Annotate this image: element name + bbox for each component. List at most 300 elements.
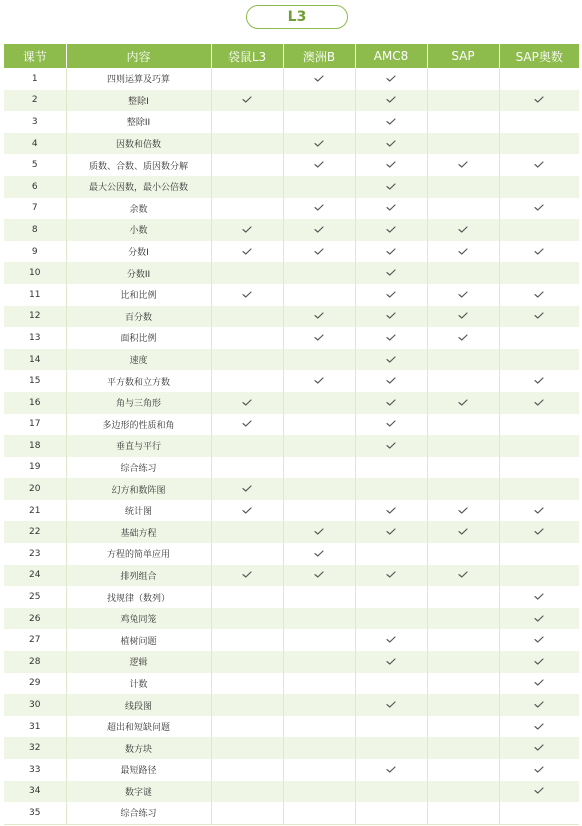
cell-amc8 bbox=[355, 802, 427, 824]
lesson-topic: 幻方和数阵图 bbox=[66, 478, 211, 500]
cell-kangaroo-l3 bbox=[211, 521, 283, 543]
cell-kangaroo-l3 bbox=[211, 414, 283, 436]
header-content: 内容 bbox=[66, 44, 211, 68]
cell-australia-b bbox=[283, 111, 355, 133]
table-row bbox=[4, 759, 579, 781]
lesson-number: 6 bbox=[4, 176, 66, 198]
cell-kangaroo-l3 bbox=[211, 737, 283, 759]
checkmark-icon bbox=[242, 96, 252, 103]
lesson-number: 26 bbox=[4, 608, 66, 630]
table-row bbox=[4, 241, 579, 263]
cell-sap bbox=[427, 111, 499, 133]
cell-australia-b bbox=[283, 608, 355, 630]
checkmark-icon bbox=[534, 161, 544, 168]
cell-sap bbox=[427, 219, 499, 241]
table-row bbox=[4, 737, 579, 759]
lesson-number: 31 bbox=[4, 716, 66, 738]
lesson-number: 17 bbox=[4, 414, 66, 436]
lesson-number: 28 bbox=[4, 651, 66, 673]
checkmark-icon bbox=[386, 528, 396, 535]
cell-sap bbox=[427, 781, 499, 803]
checkmark-icon bbox=[314, 377, 324, 384]
lesson-number: 25 bbox=[4, 586, 66, 608]
cell-australia-b bbox=[283, 521, 355, 543]
cell-sap bbox=[427, 435, 499, 457]
cell-kangaroo-l3 bbox=[211, 629, 283, 651]
cell-amc8 bbox=[355, 176, 427, 198]
checkmark-icon bbox=[534, 377, 544, 384]
checkmark-icon bbox=[534, 723, 544, 730]
cell-sap-olympiad bbox=[499, 133, 579, 155]
table-row bbox=[4, 478, 579, 500]
cell-amc8 bbox=[355, 608, 427, 630]
cell-amc8 bbox=[355, 759, 427, 781]
table-row bbox=[4, 716, 579, 738]
cell-kangaroo-l3 bbox=[211, 500, 283, 522]
lesson-topic: 速度 bbox=[66, 349, 211, 371]
cell-amc8 bbox=[355, 68, 427, 90]
lesson-topic: 整除II bbox=[66, 111, 211, 133]
cell-amc8 bbox=[355, 737, 427, 759]
cell-kangaroo-l3 bbox=[211, 543, 283, 565]
lesson-topic: 质数、合数、质因数分解 bbox=[66, 154, 211, 176]
cell-sap-olympiad bbox=[499, 586, 579, 608]
cell-kangaroo-l3 bbox=[211, 154, 283, 176]
lesson-number: 1 bbox=[4, 68, 66, 90]
cell-sap-olympiad bbox=[499, 219, 579, 241]
checkmark-icon bbox=[386, 269, 396, 276]
checkmark-icon bbox=[458, 399, 468, 406]
lesson-number: 4 bbox=[4, 133, 66, 155]
checkmark-icon bbox=[386, 96, 396, 103]
checkmark-icon bbox=[534, 658, 544, 665]
cell-amc8 bbox=[355, 435, 427, 457]
cell-sap-olympiad bbox=[499, 543, 579, 565]
table-row bbox=[4, 414, 579, 436]
cell-australia-b bbox=[283, 457, 355, 479]
cell-sap-olympiad bbox=[499, 802, 579, 824]
table-row bbox=[4, 392, 579, 414]
cell-sap-olympiad bbox=[499, 565, 579, 587]
table-row bbox=[4, 608, 579, 630]
cell-kangaroo-l3 bbox=[211, 586, 283, 608]
cell-kangaroo-l3 bbox=[211, 392, 283, 414]
table-row bbox=[4, 370, 579, 392]
checkmark-icon bbox=[242, 571, 252, 578]
cell-kangaroo-l3 bbox=[211, 241, 283, 263]
cell-sap bbox=[427, 68, 499, 90]
lesson-number: 2 bbox=[4, 90, 66, 112]
cell-sap bbox=[427, 370, 499, 392]
lesson-topic: 综合练习 bbox=[66, 457, 211, 479]
cell-australia-b bbox=[283, 802, 355, 824]
table-row bbox=[4, 111, 579, 133]
lesson-topic: 整除I bbox=[66, 90, 211, 112]
table-row bbox=[4, 521, 579, 543]
cell-amc8 bbox=[355, 543, 427, 565]
header-sap-olympiad: SAP奥数 bbox=[499, 44, 579, 68]
cell-sap bbox=[427, 802, 499, 824]
header-kangaroo-l3: 袋鼠L3 bbox=[211, 44, 283, 68]
checkmark-icon bbox=[458, 528, 468, 535]
table-body bbox=[4, 68, 579, 824]
cell-sap bbox=[427, 198, 499, 220]
cell-amc8 bbox=[355, 154, 427, 176]
checkmark-icon bbox=[386, 75, 396, 82]
cell-amc8 bbox=[355, 327, 427, 349]
lesson-number: 23 bbox=[4, 543, 66, 565]
table-row bbox=[4, 68, 579, 90]
cell-sap-olympiad bbox=[499, 392, 579, 414]
checkmark-icon bbox=[386, 420, 396, 427]
cell-kangaroo-l3 bbox=[211, 327, 283, 349]
cell-sap bbox=[427, 284, 499, 306]
cell-sap-olympiad bbox=[499, 759, 579, 781]
cell-sap bbox=[427, 241, 499, 263]
cell-sap-olympiad bbox=[499, 111, 579, 133]
checkmark-icon bbox=[242, 485, 252, 492]
lesson-topic: 找规律（数列） bbox=[66, 586, 211, 608]
lesson-topic: 最大公因数，最小公倍数 bbox=[66, 176, 211, 198]
lesson-topic: 余数 bbox=[66, 198, 211, 220]
checkmark-icon bbox=[386, 571, 396, 578]
checkmark-icon bbox=[386, 118, 396, 125]
checkmark-icon bbox=[314, 248, 324, 255]
cell-amc8 bbox=[355, 219, 427, 241]
cell-australia-b bbox=[283, 68, 355, 90]
checkmark-icon bbox=[242, 399, 252, 406]
table-row bbox=[4, 435, 579, 457]
cell-kangaroo-l3 bbox=[211, 370, 283, 392]
course-table bbox=[4, 44, 579, 825]
checkmark-icon bbox=[534, 787, 544, 794]
cell-sap-olympiad bbox=[499, 154, 579, 176]
cell-kangaroo-l3 bbox=[211, 68, 283, 90]
lesson-number: 21 bbox=[4, 500, 66, 522]
lesson-topic: 比和比例 bbox=[66, 284, 211, 306]
checkmark-icon bbox=[534, 766, 544, 773]
cell-sap bbox=[427, 586, 499, 608]
lesson-topic: 数方块 bbox=[66, 737, 211, 759]
lesson-topic: 计数 bbox=[66, 673, 211, 695]
checkmark-icon bbox=[458, 226, 468, 233]
cell-sap bbox=[427, 457, 499, 479]
cell-australia-b bbox=[283, 262, 355, 284]
checkmark-icon bbox=[458, 161, 468, 168]
lesson-number: 11 bbox=[4, 284, 66, 306]
lesson-number: 24 bbox=[4, 565, 66, 587]
cell-australia-b bbox=[283, 694, 355, 716]
lesson-topic: 植树问题 bbox=[66, 629, 211, 651]
cell-amc8 bbox=[355, 133, 427, 155]
table-row bbox=[4, 694, 579, 716]
lesson-number: 19 bbox=[4, 457, 66, 479]
checkmark-icon bbox=[458, 291, 468, 298]
checkmark-icon bbox=[458, 571, 468, 578]
table-row bbox=[4, 629, 579, 651]
cell-australia-b bbox=[283, 176, 355, 198]
checkmark-icon bbox=[386, 312, 396, 319]
cell-kangaroo-l3 bbox=[211, 176, 283, 198]
cell-kangaroo-l3 bbox=[211, 608, 283, 630]
header-sap: SAP bbox=[427, 44, 499, 68]
checkmark-icon bbox=[242, 248, 252, 255]
cell-kangaroo-l3 bbox=[211, 457, 283, 479]
checkmark-icon bbox=[314, 312, 324, 319]
cell-amc8 bbox=[355, 262, 427, 284]
checkmark-icon bbox=[458, 248, 468, 255]
lesson-number: 3 bbox=[4, 111, 66, 133]
cell-amc8 bbox=[355, 478, 427, 500]
cell-sap bbox=[427, 716, 499, 738]
cell-sap-olympiad bbox=[499, 306, 579, 328]
lesson-number: 20 bbox=[4, 478, 66, 500]
table-row bbox=[4, 327, 579, 349]
cell-sap bbox=[427, 133, 499, 155]
checkmark-icon bbox=[534, 248, 544, 255]
cell-australia-b bbox=[283, 673, 355, 695]
cell-sap-olympiad bbox=[499, 90, 579, 112]
checkmark-icon bbox=[386, 377, 396, 384]
checkmark-icon bbox=[534, 96, 544, 103]
cell-kangaroo-l3 bbox=[211, 306, 283, 328]
lesson-topic: 四则运算及巧算 bbox=[66, 68, 211, 90]
cell-sap-olympiad bbox=[499, 327, 579, 349]
cell-sap-olympiad bbox=[499, 68, 579, 90]
cell-australia-b bbox=[283, 759, 355, 781]
checkmark-icon bbox=[386, 658, 396, 665]
checkmark-icon bbox=[386, 766, 396, 773]
lesson-topic: 逻辑 bbox=[66, 651, 211, 673]
table-row bbox=[4, 673, 579, 695]
lesson-topic: 基础方程 bbox=[66, 521, 211, 543]
checkmark-icon bbox=[534, 615, 544, 622]
cell-amc8 bbox=[355, 629, 427, 651]
cell-australia-b bbox=[283, 306, 355, 328]
lesson-number: 10 bbox=[4, 262, 66, 284]
checkmark-icon bbox=[314, 571, 324, 578]
lesson-number: 13 bbox=[4, 327, 66, 349]
cell-sap-olympiad bbox=[499, 262, 579, 284]
checkmark-icon bbox=[534, 744, 544, 751]
lesson-number: 34 bbox=[4, 781, 66, 803]
checkmark-icon bbox=[534, 528, 544, 535]
cell-kangaroo-l3 bbox=[211, 435, 283, 457]
cell-sap bbox=[427, 673, 499, 695]
checkmark-icon bbox=[458, 312, 468, 319]
lesson-number: 5 bbox=[4, 154, 66, 176]
checkmark-icon bbox=[314, 161, 324, 168]
cell-australia-b bbox=[283, 586, 355, 608]
cell-sap bbox=[427, 737, 499, 759]
lesson-topic: 多边形的性质和角 bbox=[66, 414, 211, 436]
checkmark-icon bbox=[458, 334, 468, 341]
cell-australia-b bbox=[283, 392, 355, 414]
lesson-number: 32 bbox=[4, 737, 66, 759]
checkmark-icon bbox=[458, 507, 468, 514]
lesson-topic: 数字谜 bbox=[66, 781, 211, 803]
cell-amc8 bbox=[355, 284, 427, 306]
cell-australia-b bbox=[283, 478, 355, 500]
cell-amc8 bbox=[355, 414, 427, 436]
cell-sap bbox=[427, 349, 499, 371]
cell-kangaroo-l3 bbox=[211, 716, 283, 738]
cell-sap bbox=[427, 651, 499, 673]
cell-sap-olympiad bbox=[499, 478, 579, 500]
lesson-number: 14 bbox=[4, 349, 66, 371]
cell-australia-b bbox=[283, 500, 355, 522]
cell-sap bbox=[427, 176, 499, 198]
table-row bbox=[4, 133, 579, 155]
lesson-number: 27 bbox=[4, 629, 66, 651]
cell-amc8 bbox=[355, 306, 427, 328]
checkmark-icon bbox=[534, 312, 544, 319]
table-row bbox=[4, 262, 579, 284]
cell-australia-b bbox=[283, 435, 355, 457]
checkmark-icon bbox=[534, 636, 544, 643]
header-lesson: 课节 bbox=[4, 44, 66, 68]
cell-kangaroo-l3 bbox=[211, 349, 283, 371]
lesson-topic: 线段图 bbox=[66, 694, 211, 716]
lesson-topic: 角与三角形 bbox=[66, 392, 211, 414]
cell-sap-olympiad bbox=[499, 284, 579, 306]
cell-amc8 bbox=[355, 241, 427, 263]
lesson-number: 29 bbox=[4, 673, 66, 695]
header-amc8: AMC8 bbox=[355, 44, 427, 68]
cell-sap-olympiad bbox=[499, 176, 579, 198]
table-row bbox=[4, 802, 579, 824]
cell-kangaroo-l3 bbox=[211, 90, 283, 112]
cell-amc8 bbox=[355, 370, 427, 392]
cell-australia-b bbox=[283, 651, 355, 673]
table-row bbox=[4, 349, 579, 371]
lesson-topic: 垂直与平行 bbox=[66, 435, 211, 457]
cell-kangaroo-l3 bbox=[211, 565, 283, 587]
cell-amc8 bbox=[355, 651, 427, 673]
checkmark-icon bbox=[386, 291, 396, 298]
cell-australia-b bbox=[283, 781, 355, 803]
lesson-number: 18 bbox=[4, 435, 66, 457]
cell-amc8 bbox=[355, 586, 427, 608]
header-australia-b: 澳洲B bbox=[283, 44, 355, 68]
checkmark-icon bbox=[386, 140, 396, 147]
checkmark-icon bbox=[314, 550, 324, 557]
checkmark-icon bbox=[386, 442, 396, 449]
cell-amc8 bbox=[355, 694, 427, 716]
checkmark-icon bbox=[386, 226, 396, 233]
cell-amc8 bbox=[355, 349, 427, 371]
cell-australia-b bbox=[283, 90, 355, 112]
checkmark-icon bbox=[314, 226, 324, 233]
cell-sap-olympiad bbox=[499, 716, 579, 738]
cell-sap-olympiad bbox=[499, 629, 579, 651]
checkmark-icon bbox=[314, 334, 324, 341]
checkmark-icon bbox=[386, 204, 396, 211]
cell-sap bbox=[427, 759, 499, 781]
cell-kangaroo-l3 bbox=[211, 284, 283, 306]
lesson-topic: 超出和短缺问题 bbox=[66, 716, 211, 738]
lesson-number: 30 bbox=[4, 694, 66, 716]
cell-amc8 bbox=[355, 781, 427, 803]
lesson-topic: 分数II bbox=[66, 262, 211, 284]
lesson-topic: 最短路径 bbox=[66, 759, 211, 781]
checkmark-icon bbox=[534, 291, 544, 298]
cell-sap bbox=[427, 543, 499, 565]
table-row bbox=[4, 457, 579, 479]
cell-amc8 bbox=[355, 392, 427, 414]
lesson-number: 35 bbox=[4, 802, 66, 824]
cell-sap bbox=[427, 306, 499, 328]
lesson-number: 12 bbox=[4, 306, 66, 328]
cell-australia-b bbox=[283, 370, 355, 392]
lesson-number: 22 bbox=[4, 521, 66, 543]
cell-sap bbox=[427, 262, 499, 284]
cell-kangaroo-l3 bbox=[211, 219, 283, 241]
lesson-topic: 分数I bbox=[66, 241, 211, 263]
lesson-number: 7 bbox=[4, 198, 66, 220]
cell-sap bbox=[427, 521, 499, 543]
checkmark-icon bbox=[534, 593, 544, 600]
cell-amc8 bbox=[355, 716, 427, 738]
cell-amc8 bbox=[355, 673, 427, 695]
checkmark-icon bbox=[386, 507, 396, 514]
cell-kangaroo-l3 bbox=[211, 262, 283, 284]
lesson-topic: 面积比例 bbox=[66, 327, 211, 349]
table-row bbox=[4, 219, 579, 241]
checkmark-icon bbox=[534, 507, 544, 514]
cell-sap-olympiad bbox=[499, 673, 579, 695]
table-row bbox=[4, 154, 579, 176]
lesson-topic: 统计图 bbox=[66, 500, 211, 522]
checkmark-icon bbox=[314, 204, 324, 211]
cell-sap bbox=[427, 500, 499, 522]
cell-amc8 bbox=[355, 500, 427, 522]
cell-sap bbox=[427, 414, 499, 436]
lesson-number: 33 bbox=[4, 759, 66, 781]
cell-australia-b bbox=[283, 414, 355, 436]
cell-kangaroo-l3 bbox=[211, 694, 283, 716]
cell-sap-olympiad bbox=[499, 781, 579, 803]
cell-kangaroo-l3 bbox=[211, 759, 283, 781]
lesson-number: 15 bbox=[4, 370, 66, 392]
level-badge: L3 bbox=[246, 5, 348, 29]
cell-amc8 bbox=[355, 457, 427, 479]
checkmark-icon bbox=[386, 248, 396, 255]
cell-kangaroo-l3 bbox=[211, 673, 283, 695]
table-row bbox=[4, 90, 579, 112]
cell-sap bbox=[427, 392, 499, 414]
cell-sap-olympiad bbox=[499, 370, 579, 392]
cell-amc8 bbox=[355, 90, 427, 112]
cell-sap-olympiad bbox=[499, 435, 579, 457]
cell-australia-b bbox=[283, 133, 355, 155]
cell-kangaroo-l3 bbox=[211, 478, 283, 500]
lesson-topic: 小数 bbox=[66, 219, 211, 241]
cell-australia-b bbox=[283, 219, 355, 241]
cell-australia-b bbox=[283, 241, 355, 263]
cell-sap-olympiad bbox=[499, 651, 579, 673]
cell-sap-olympiad bbox=[499, 457, 579, 479]
checkmark-icon bbox=[534, 701, 544, 708]
checkmark-icon bbox=[314, 528, 324, 535]
cell-sap-olympiad bbox=[499, 500, 579, 522]
cell-kangaroo-l3 bbox=[211, 802, 283, 824]
checkmark-icon bbox=[314, 140, 324, 147]
cell-sap bbox=[427, 327, 499, 349]
table-row bbox=[4, 176, 579, 198]
lesson-number: 8 bbox=[4, 219, 66, 241]
cell-australia-b bbox=[283, 349, 355, 371]
